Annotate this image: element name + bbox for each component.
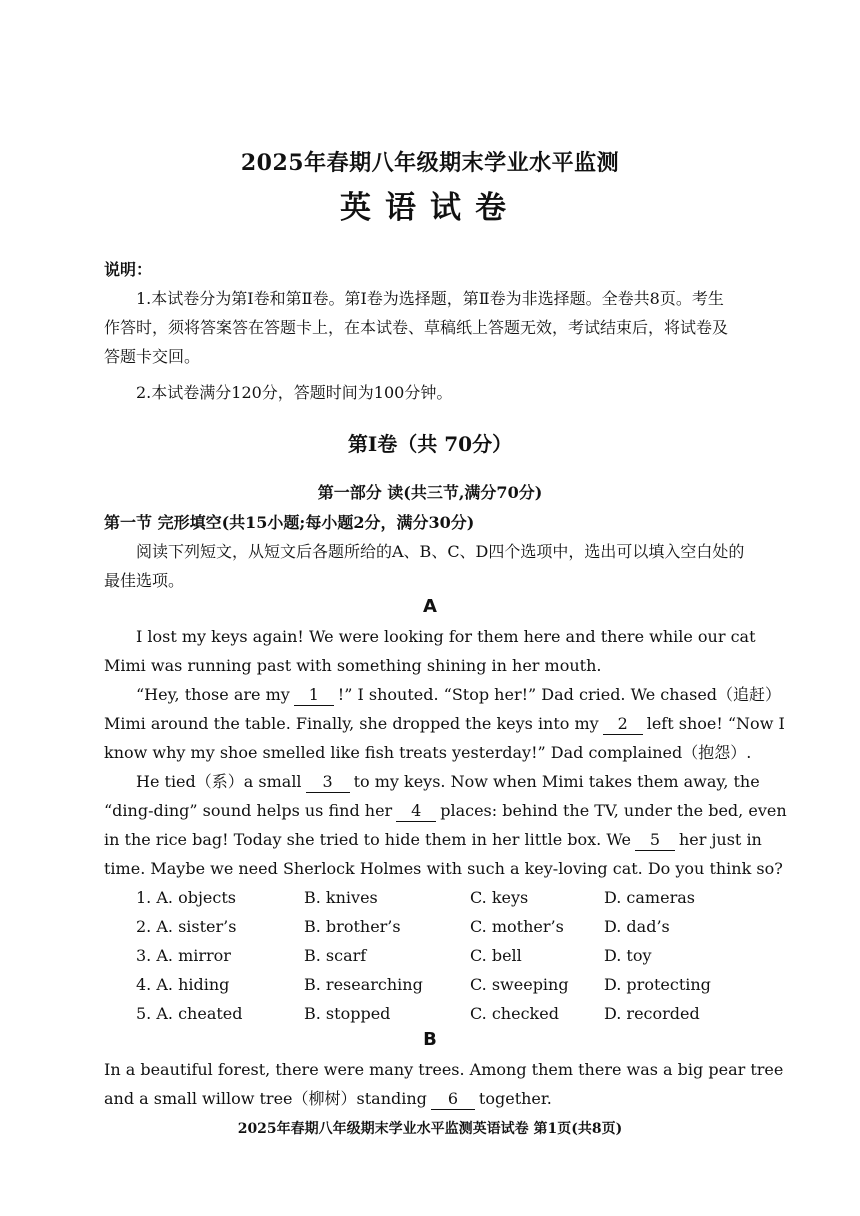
option-a [136, 912, 236, 941]
passage-b-line-1: In a beautiful forest, there were many trees. Among them there was a big pear tree [104, 1060, 784, 1079]
question-number: 5. [136, 1004, 152, 1023]
option-text: A. cheated [156, 1004, 243, 1023]
option-c: C. bell [470, 946, 522, 965]
option-b: B. scarf [304, 946, 367, 965]
option-b: B. knives [304, 888, 378, 907]
passage-a-p1-line-1: I lost my keys again! We were looking for them here and there while our cat [136, 627, 756, 646]
text-span: “ding-ding” sound helps us find her [104, 801, 393, 820]
option-c: C. sweeping [470, 975, 569, 994]
text-span: to my keys. Now when Mimi takes them away, the [353, 772, 760, 791]
blank-1: 1 [294, 685, 334, 706]
option-d: D. dad’s [604, 917, 670, 936]
passage-a-p1-line-2: Mimi was running past with something shining in her mouth. [104, 656, 602, 675]
option-d: D. protecting [604, 975, 711, 994]
option-b: B. brother’s [304, 917, 401, 936]
text-span: places: behind the TV, under the bed, even [440, 801, 787, 820]
passage-a-p3-line-2 [104, 796, 787, 825]
passage-a-p3-line-1 [136, 767, 760, 796]
text-span: and a small willow tree（柳树）standing [104, 1089, 427, 1108]
option-a [136, 970, 229, 999]
option-b: B. researching [304, 975, 423, 994]
question-number: 4. [136, 975, 152, 994]
blank-4: 4 [396, 801, 436, 822]
option-d: D. toy [604, 946, 652, 965]
option-text: A. hiding [156, 975, 230, 994]
text-span: left shoe! “Now I [646, 714, 785, 733]
option-d: D. cameras [604, 888, 695, 907]
text-span: !” I shouted. “Stop her!” Dad cried. We chased（追赶） [337, 685, 782, 704]
question-number: 2. [136, 917, 152, 936]
passage-a-p2-line-1 [136, 680, 781, 709]
page-footer: 2025年春期八年级期末学业水平监测英语试卷 第1页(共8页) [237, 1121, 623, 1137]
passage-a-p2-line-2 [104, 709, 785, 738]
option-a [136, 883, 236, 912]
subject-title: 英语试卷 [340, 190, 520, 226]
option-b: B. stopped [304, 1004, 391, 1023]
blank-3: 3 [306, 772, 350, 793]
option-text: A. sister’s [156, 917, 237, 936]
instructions-label: 说明： [104, 260, 153, 279]
question-number: 1. [136, 888, 152, 907]
instruction-2: 2.本试卷满分120分，答题时间为100分钟。 [136, 383, 453, 402]
option-text: A. mirror [156, 946, 231, 965]
option-text: A. objects [156, 888, 236, 907]
text-span: He tied（系）a small [136, 772, 302, 791]
part-title: 第一部分 读(共三节,满分70分) [317, 483, 543, 502]
text-span: her just in [678, 830, 762, 849]
section-1-directions-line-1: 阅读下列短文，从短文后各题所给的A、B、C、D四个选项中，选出可以填入空白处的 [136, 542, 745, 561]
option-c: C. checked [470, 1004, 559, 1023]
instruction-1-line-3: 答题卡交回。 [104, 347, 201, 366]
option-c: C. mother’s [470, 917, 564, 936]
blank-2: 2 [603, 714, 643, 735]
section-1-title: 第一节 完形填空(共15小题;每小题2分，满分30分) [104, 513, 475, 532]
option-d: D. recorded [604, 1004, 700, 1023]
exam-title: 2025年春期八年级期末学业水平监测 [240, 150, 620, 176]
option-a [136, 999, 243, 1028]
instruction-1-line-2: 作答时，须将答案答在答题卡上，在本试卷、草稿纸上答题无效，考试结束后，将试卷及 [104, 318, 729, 337]
passage-a-p3-line-3 [104, 825, 762, 854]
text-span: together. [478, 1089, 552, 1108]
question-number: 3. [136, 946, 152, 965]
text-span: in the rice bag! Today she tried to hide them in her little box. We [104, 830, 631, 849]
passage-a-p3-line-4: time. Maybe we need Sherlock Holmes with such a key-loving cat. Do you think so? [104, 859, 783, 878]
passage-a-heading: A [423, 596, 437, 617]
passage-b-line-2 [104, 1084, 552, 1113]
passage-a-p2-line-3: know why my shoe smelled like fish treats yesterday!” Dad complained（抱怨）. [104, 743, 752, 762]
volume-title: 第Ⅰ卷（共 70分） [347, 432, 513, 456]
option-a [136, 941, 231, 970]
blank-5: 5 [635, 830, 675, 851]
passage-b-heading: B [423, 1029, 437, 1050]
section-1-directions-line-2: 最佳选项。 [104, 571, 185, 590]
instruction-1-line-1: 1.本试卷分为第Ⅰ卷和第Ⅱ卷。第Ⅰ卷为选择题，第Ⅱ卷为非选择题。全卷共8页。考生 [136, 289, 724, 308]
text-span: Mimi around the table. Finally, she dropped the keys into my [104, 714, 599, 733]
option-c: C. keys [470, 888, 529, 907]
text-span: “Hey, those are my [136, 685, 290, 704]
blank-6: 6 [431, 1089, 475, 1110]
